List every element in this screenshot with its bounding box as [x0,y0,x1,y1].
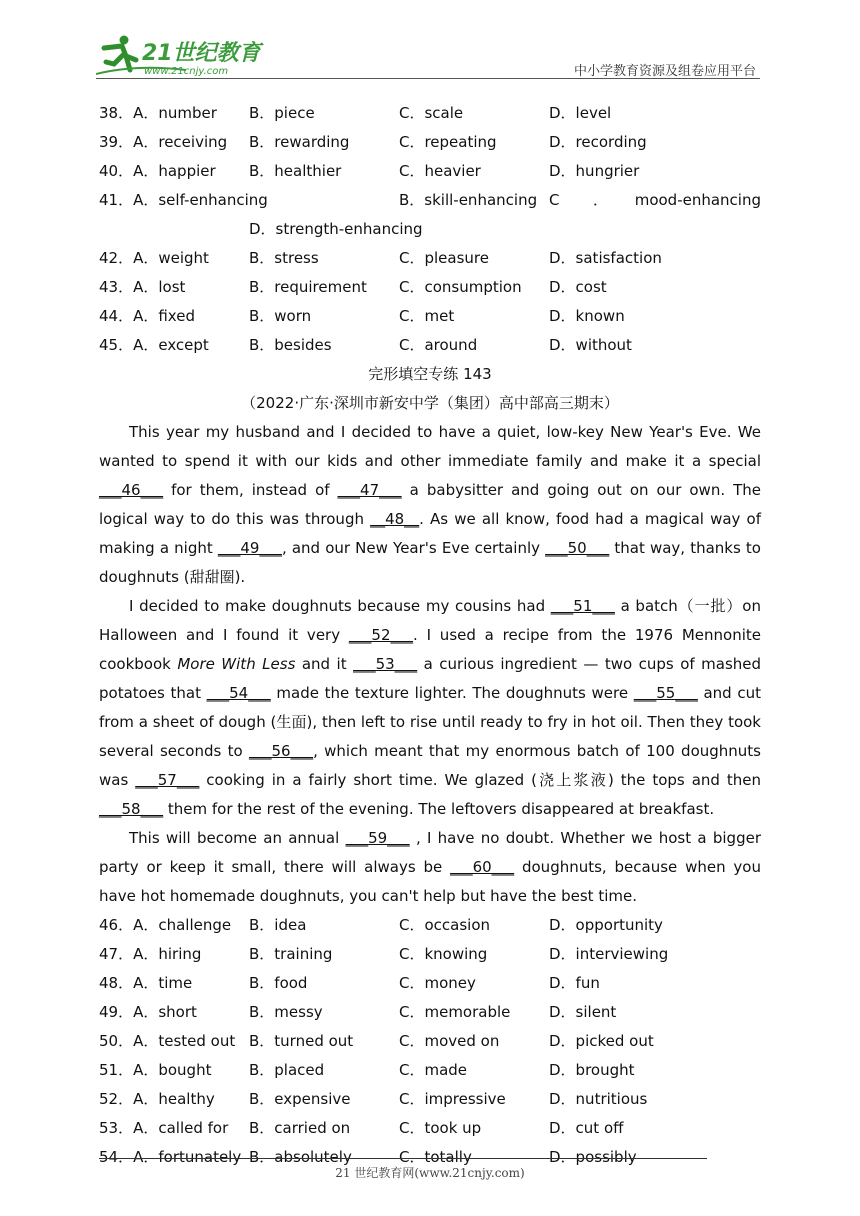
option-c: C．repeating [399,133,497,151]
option-d: D．level [549,104,612,122]
blank-57: ___57___ [135,771,200,789]
option-c: C．scale [399,104,464,122]
option-a: A．number [133,104,217,122]
text: them for the rest of the evening. The leftovers disappeared at breakfast. [163,800,715,818]
option-b: B．absolutely [249,1148,352,1166]
option-c: C．money [399,974,476,992]
option-c: C．made [399,1061,468,1079]
option-c: C．heavier [399,162,481,180]
page-footer[interactable]: 21 世纪教育网(www.21cnjy.com) [335,1166,525,1180]
blank-46: ___46___ [99,481,164,499]
option-d: D．interviewing [549,945,669,963]
option-b: B．besides [249,336,332,354]
option-c-letter: C [549,191,560,209]
option-b: B．rewarding [249,133,350,151]
text: This will become an annual [129,829,346,847]
question-41 [99,186,761,215]
option-b: B．turned out [249,1032,354,1050]
option-c: C．around [399,336,478,354]
option-b: B．placed [249,1061,325,1079]
text: I decided to make doughnuts because my cousins had [129,597,551,615]
question-41-continued [99,215,761,244]
question-number: 50． [99,1032,134,1050]
question-48 [99,969,761,998]
blank-53: ___53___ [353,655,418,673]
option-b: B．healthier [249,162,342,180]
option-c: C．consumption [399,278,522,296]
question-49 [99,998,761,1027]
text: a batch（一批）on Halloween and I found it very [99,597,761,644]
footer-divider [99,1158,707,1159]
option-b: B．carried on [249,1119,351,1137]
question-number: 41． [99,191,134,209]
question-39 [99,128,761,157]
option-d: D．recording [549,133,647,151]
question-number: 47． [99,945,134,963]
option-c: C．memorable [399,1003,511,1021]
option-c: C．impressive [399,1090,506,1108]
option-d: D．without [549,336,632,354]
question-number: 39． [99,133,134,151]
question-42 [99,244,761,273]
question-number: 48． [99,974,134,992]
option-a: A．lost [133,278,186,296]
option-a: A．bought [133,1061,212,1079]
option-d: D．silent [549,1003,617,1021]
logo-url: www.21cnjy.com [144,66,229,77]
blank-55: ___55___ [633,684,698,702]
blank-47: ___47___ [337,481,402,499]
text: , and our New Year's Eve certainly [281,539,546,557]
option-b: B．skill-enhancing [399,191,538,209]
header-divider [96,78,760,79]
question-46 [99,911,761,940]
option-a: A．fortunately [133,1148,242,1166]
page-header [0,0,860,90]
option-b: B．requirement [249,278,367,296]
question-number: 38． [99,104,134,122]
option-c: C．took up [399,1119,482,1137]
text: cooking in a fairly short time. We glazed (浇上浆液) the tops and then [199,771,762,789]
question-number: 54． [99,1148,134,1166]
option-c: C．totally [399,1148,472,1166]
text: . As we all know, food had a magical way of making a night [99,510,761,557]
option-c: C．occasion [399,916,491,934]
blank-59: ___59___ [345,829,410,847]
text: . I used a recipe from the 1976 Mennonite cookbook [99,626,761,673]
option-a: A．tested out [133,1032,236,1050]
option-a: A．except [133,336,209,354]
option-b: B．training [249,945,333,963]
option-a: A．time [133,974,193,992]
option-d: D．opportunity [549,916,663,934]
option-a: A．weight [133,249,209,267]
option-d: D．cut off [549,1119,624,1137]
question-45 [99,331,761,360]
option-a: A．self-enhancing [133,191,268,209]
option-a: A．short [133,1003,197,1021]
passage-paragraph-1 [99,418,761,592]
option-d: D．possibly [549,1148,637,1166]
question-number: 45． [99,336,134,354]
question-number: 49． [99,1003,134,1021]
option-b: B．stress [249,249,319,267]
option-b: B．expensive [249,1090,351,1108]
option-d: D．picked out [549,1032,654,1050]
option-b: B．idea [249,916,307,934]
option-a: A．called for [133,1119,229,1137]
option-a: A．challenge [133,916,232,934]
option-d: D．strength-enhancing [249,220,423,238]
section-title: 完形填空专练 143 [368,365,492,383]
passage-paragraph-3 [99,824,761,911]
blank-60: ___60___ [450,858,515,876]
option-d: D．nutritious [549,1090,648,1108]
option-a: A．happier [133,162,216,180]
blank-56: ___56___ [248,742,314,760]
question-43 [99,273,761,302]
cookbook-title: More With Less [177,655,296,673]
option-d: D．cost [549,278,607,296]
option-a: A．hiring [133,945,202,963]
blank-49: ___49___ [217,539,282,557]
option-d: D．known [549,307,625,325]
option-c-text: mood-enhancing [634,191,761,209]
question-number: 46． [99,916,134,934]
text: for them, instead of [163,481,338,499]
question-53 [99,1114,761,1143]
logo-text: 21世纪教育 [142,41,261,66]
text: a curious ingredient — two cups of mashed potatoes that [99,655,762,702]
question-number: 42． [99,249,134,267]
question-44 [99,302,761,331]
option-a: A．fixed [133,307,195,325]
text: , I have no doubt. Whether we host a bigger party or keep it small, there will always be [99,829,761,876]
question-number: 40． [99,162,134,180]
question-number: 52． [99,1090,134,1108]
text: , which meant that my enormous batch of 100 doughnuts was [99,742,761,789]
option-c: C．knowing [399,945,488,963]
passage-paragraph-2 [99,592,761,824]
text: and it [295,655,354,673]
blank-48: __48__ [370,510,420,528]
option-b: B．piece [249,104,315,122]
blank-50: ___50___ [545,539,610,557]
question-50 [99,1027,761,1056]
text: doughnuts, because when you have hot homemade doughnuts, you can't help but have the best time. [99,858,761,905]
platform-name: 中小学教育资源及组卷应用平台 [573,64,756,79]
question-40 [99,157,761,186]
question-51 [99,1056,761,1085]
option-d: D．fun [549,974,600,992]
document-body [99,99,761,1172]
text: and cut from a sheet of dough (生面), then left to rise until ready to fry in hot oil. Then they took several seconds to [99,684,761,760]
blank-51: ___51___ [550,597,615,615]
text: This year my husband and I decided to have a quiet, low-key New Year's Eve. We wanted to spend it with our kids and other immediate family and make it a special [99,423,761,470]
option-b: B．food [249,974,308,992]
question-47 [99,940,761,969]
option-c-dot: ． [593,191,609,209]
blank-54: ___54___ [206,684,271,702]
option-c: C．pleasure [399,249,489,267]
option-a: A．receiving [133,133,228,151]
option-d: D．satisfaction [549,249,662,267]
site-logo[interactable] [96,34,266,78]
question-number: 53． [99,1119,134,1137]
runner-logo-icon [96,34,266,78]
text: made the texture lighter. The doughnuts were [270,684,634,702]
question-number: 43． [99,278,134,296]
blank-52: ___52___ [348,626,413,644]
question-number: 51． [99,1061,134,1079]
option-c: C．moved on [399,1032,500,1050]
option-b: B．worn [249,307,312,325]
text: a babysitter and going out on our own. The logical way to do this was through [99,481,762,528]
question-52 [99,1085,761,1114]
question-number: 44． [99,307,134,325]
option-a: A．healthy [133,1090,215,1108]
blank-58: ___58___ [99,800,164,818]
option-c: C．met [399,307,455,325]
section-source: （2022·广东·深圳市新安中学（集团）高中部高三期末） [241,394,619,412]
text: that way, thanks to doughnuts (甜甜圈). [99,539,761,586]
option-d: D．hungrier [549,162,640,180]
option-d: D．brought [549,1061,635,1079]
question-38 [99,99,761,128]
option-b: B．messy [249,1003,323,1021]
